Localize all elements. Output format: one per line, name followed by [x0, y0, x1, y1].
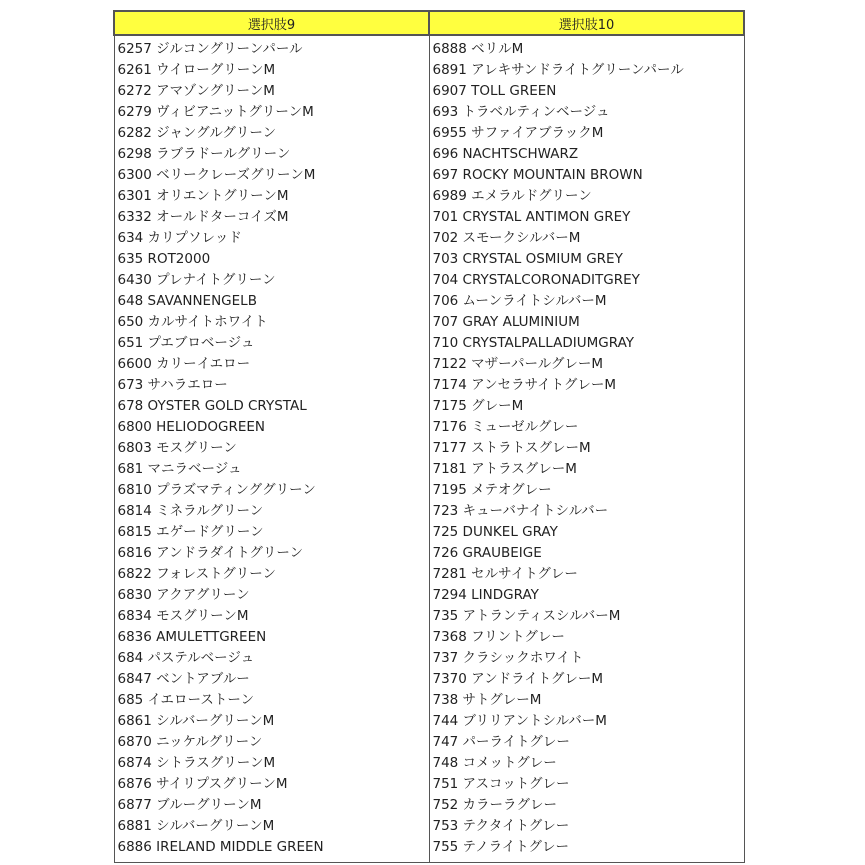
- color-option-item: 650 カルサイトホワイト: [117, 314, 268, 330]
- color-option-item: 752 カラーラグレー: [432, 797, 558, 813]
- color-option-item: 685 イエローストーン: [117, 692, 255, 708]
- color-option-item: 7177 ストラトスグレーM: [432, 440, 591, 456]
- color-option-item: 6881 シルバーグリーンM: [117, 818, 275, 834]
- color-option-item: 693 トラベルティンベージュ: [432, 104, 610, 120]
- color-option-item: 755 テノライトグレー: [432, 839, 569, 855]
- color-option-item: 678 OYSTER GOLD CRYSTAL: [117, 398, 307, 414]
- color-option-item: 701 CRYSTAL ANTIMON GREY: [432, 209, 631, 225]
- color-option-item: 6803 モスグリーン: [117, 440, 237, 456]
- color-option-item: 6816 アンドラダイトグリーン: [117, 545, 304, 561]
- color-option-item: 6261 ウイローグリーンM: [117, 62, 276, 78]
- color-option-item: 6989 エメラルドグリーン: [432, 188, 592, 204]
- color-option-item: 7368 フリントグレー: [432, 629, 565, 645]
- color-option-item: 751 アスコットグレー: [432, 776, 570, 792]
- color-option-item: 707 GRAY ALUMINIUM: [432, 314, 580, 330]
- color-option-item: 6800 HELIODOGREEN: [117, 419, 265, 435]
- color-option-item: 697 ROCKY MOUNTAIN BROWN: [432, 167, 643, 183]
- color-option-item: 7175 グレーM: [432, 398, 524, 414]
- color-option-item: 6279 ヴィビアニットグリーンM: [117, 104, 314, 120]
- column-header-option-10: 選択肢10: [429, 11, 744, 35]
- color-option-item: 702 スモークシルバーM: [432, 230, 581, 246]
- option-10-list: [433, 39, 744, 858]
- color-option-item: 6888 ベリルM: [432, 41, 524, 57]
- color-option-item: 684 パステルベージュ: [117, 650, 255, 666]
- color-option-item: 710 CRYSTALPALLADIUMGRAY: [432, 335, 635, 351]
- color-option-item: 6300 ベリークレーズグリーンM: [117, 167, 316, 183]
- table-header-row: [114, 11, 744, 35]
- color-option-item: 6955 サファイアブラックM: [432, 125, 604, 141]
- color-option-item: 648 SAVANNENGELB: [117, 293, 257, 309]
- color-option-item: 735 アトランティスシルバーM: [432, 608, 621, 624]
- color-option-item: 651 プエブロベージュ: [117, 335, 255, 351]
- table-body-row: [114, 35, 744, 863]
- color-option-item: 6272 アマゾングリーンM: [117, 83, 275, 99]
- color-option-item: 6861 シルバーグリーンM: [117, 713, 275, 729]
- color-option-item: 753 テクタイトグレー: [432, 818, 570, 834]
- column-header-option-9: 選択肢9: [114, 11, 429, 35]
- color-option-item: 748 コメットグレー: [432, 755, 557, 771]
- option-9-cell: [114, 35, 429, 863]
- color-option-item: 681 マニラベージュ: [117, 461, 242, 477]
- color-option-item: 7176 ミューゼルグレー: [432, 419, 579, 435]
- color-option-item: 6886 IRELAND MIDDLE GREEN: [117, 839, 324, 855]
- color-option-item: 744 ブリリアントシルバーM: [432, 713, 607, 729]
- color-option-item: 6876 サイリプスグリーンM: [117, 776, 288, 792]
- color-option-item: 703 CRYSTAL OSMIUM GREY: [432, 251, 623, 267]
- color-option-item: 6257 ジルコングリーンパール: [117, 41, 303, 57]
- color-option-item: 7181 アトラスグレーM: [432, 461, 577, 477]
- color-option-item: 6814 ミネラルグリーン: [117, 503, 264, 519]
- color-option-item: 6907 TOLL GREEN: [432, 83, 557, 99]
- color-option-item: 6332 オールドターコイズM: [117, 209, 289, 225]
- color-option-item: 6298 ラブラドールグリーン: [117, 146, 291, 162]
- color-option-item: 635 ROT2000: [117, 251, 211, 267]
- color-option-item: 6810 プラズマティンググリーン: [117, 482, 316, 498]
- color-option-item: 737 クラシックホワイト: [432, 650, 584, 666]
- color-option-item: 725 DUNKEL GRAY: [432, 524, 558, 540]
- option-9-list: [118, 39, 429, 858]
- color-option-item: 6891 アレキサンドライトグリーンパール: [432, 62, 684, 78]
- color-option-item: 7195 メテオグレー: [432, 482, 552, 498]
- color-option-item: 7122 マザーパールグレーM: [432, 356, 604, 372]
- color-option-item: 6847 ベントアブルー: [117, 671, 250, 687]
- color-option-item: 6834 モスグリーンM: [117, 608, 249, 624]
- color-option-item: 6600 カリーイエロー: [117, 356, 251, 372]
- color-option-item: 6836 AMULETTGREEN: [117, 629, 267, 645]
- color-options-table: [113, 10, 745, 863]
- color-option-item: 696 NACHTSCHWARZ: [432, 146, 579, 162]
- color-option-item: 7294 LINDGRAY: [432, 587, 539, 603]
- option-10-cell: [429, 35, 744, 863]
- color-option-item: 706 ムーンライトシルバーM: [432, 293, 607, 309]
- color-option-item: 726 GRAUBEIGE: [432, 545, 542, 561]
- color-option-item: 7174 アンセラサイトグレーM: [432, 377, 617, 393]
- color-option-item: 6830 アクアグリーン: [117, 587, 250, 603]
- color-option-item: 673 サハラエロー: [117, 377, 228, 393]
- color-option-item: 6874 シトラスグリーンM: [117, 755, 276, 771]
- color-option-item: 7370 アンドライトグレーM: [432, 671, 604, 687]
- color-option-item: 6877 ブルーグリーンM: [117, 797, 262, 813]
- color-option-item: 6282 ジャングルグリーン: [117, 125, 277, 141]
- color-option-item: 738 サトグレーM: [432, 692, 542, 708]
- color-option-item: 6301 オリエントグリーンM: [117, 188, 289, 204]
- color-option-item: 704 CRYSTALCORONADITGREY: [432, 272, 640, 288]
- color-option-item: 723 キューバナイトシルバー: [432, 503, 609, 519]
- color-option-item: 7281 セルサイトグレー: [432, 566, 578, 582]
- color-option-item: 6822 フォレストグリーン: [117, 566, 277, 582]
- color-option-item: 634 カリプソレッド: [117, 230, 242, 246]
- color-option-item: 6870 ニッケルグリーン: [117, 734, 263, 750]
- color-option-item: 6430 プレナイトグリーン: [117, 272, 276, 288]
- color-option-item: 6815 エゲードグリーン: [117, 524, 264, 540]
- color-option-item: 747 パーライトグレー: [432, 734, 570, 750]
